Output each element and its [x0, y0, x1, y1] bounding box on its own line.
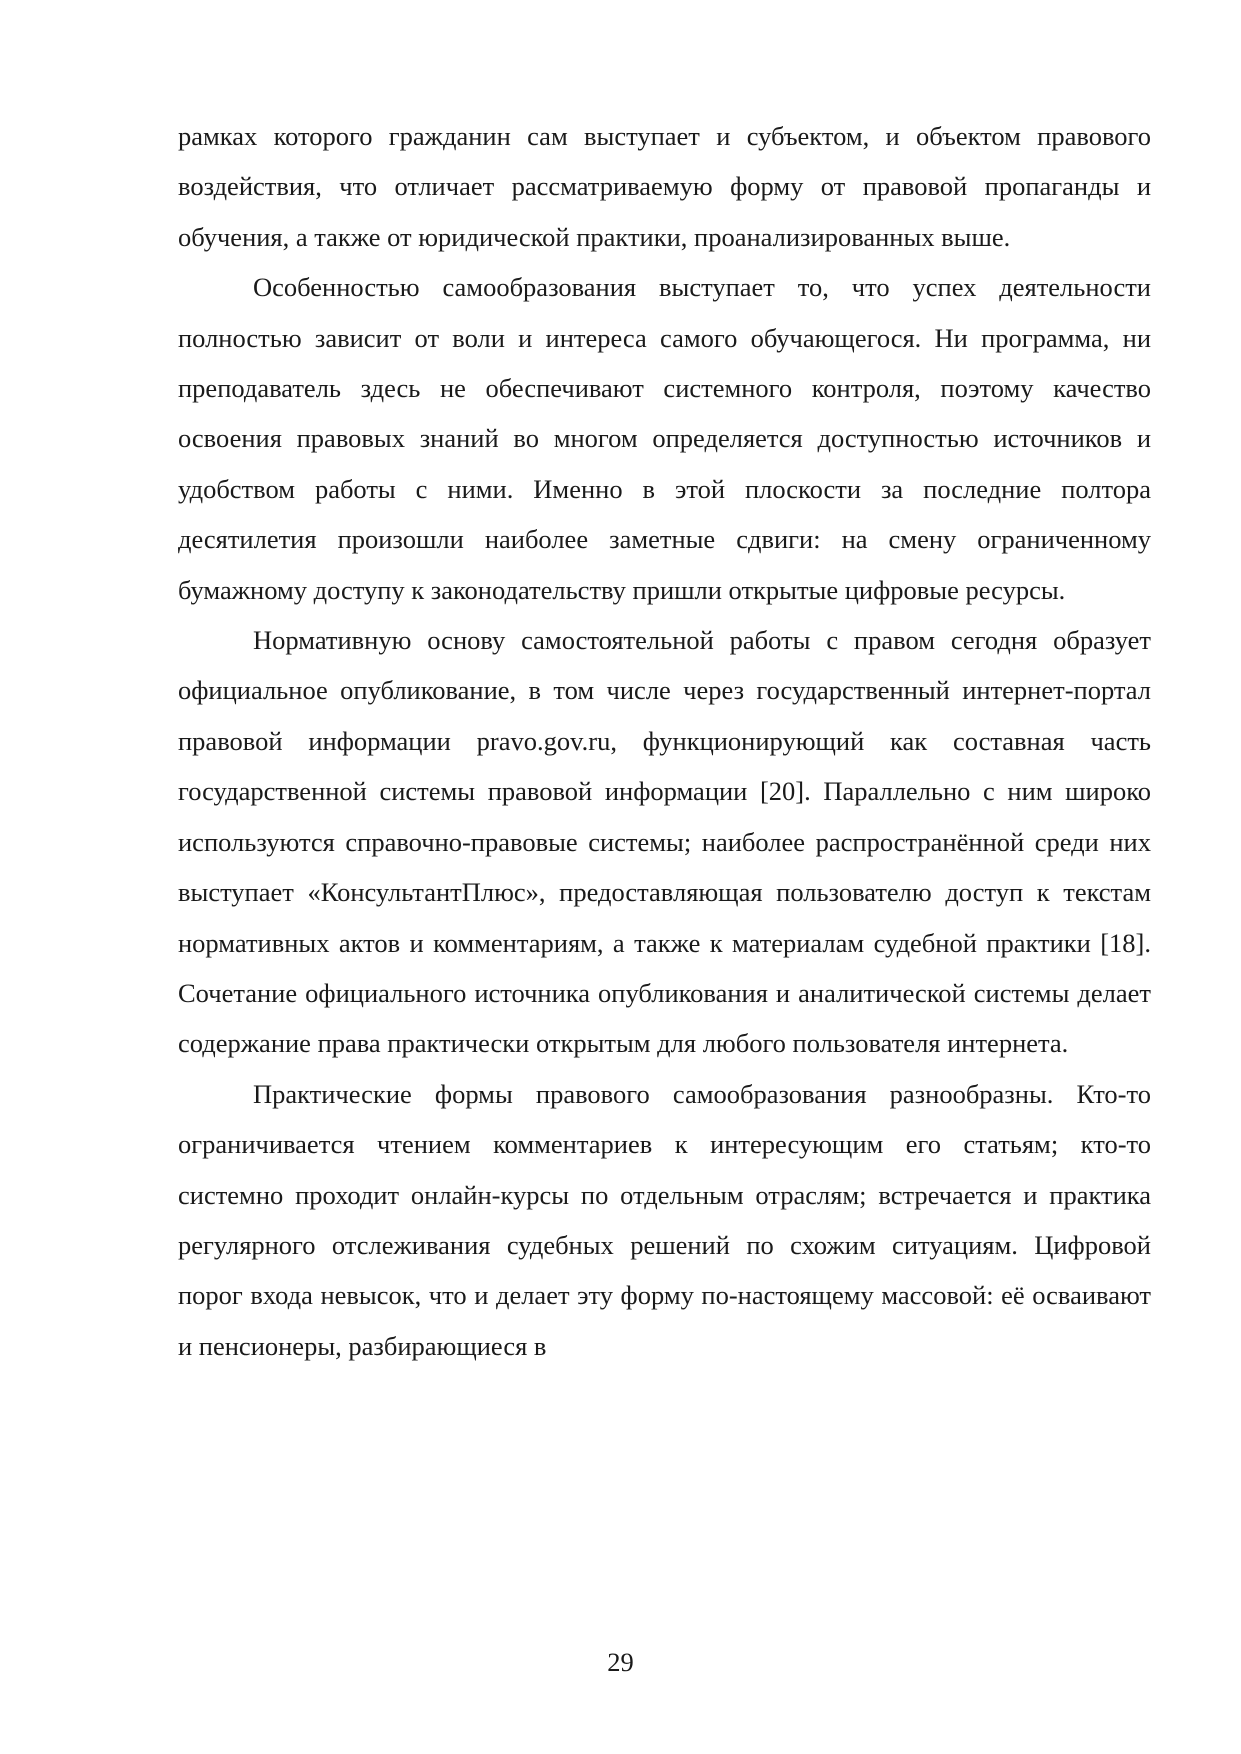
- paragraph: Особенностью самообразования выступает то, что успех деятельности полностью зависит от воли и интереса самого обучающегося. Ни программа, ни преподаватель здесь не обеспечивают системного контроля, поэтому качество освоения правовых знаний во многом определяется доступностью источников и удобством работы с ними. Именно в этой плоскости за последние полтора десятилетия произошли наиболее заметные сдвиги: на смену ограниченному бумажному доступу к законодательству пришли открытые цифровые ресурсы.: [178, 272, 1151, 605]
- paragraph: Нормативную основу самостоятельной работы с правом сегодня образует официальное опубликование, в том числе через государственный интернет-портал правовой информации pravo.gov.ru, функционирующий как составная часть государственной системы правовой информации [20]. Параллельно с ним широко используются справочно-правовые системы; наиболее распространённой среди них выступает «КонсультантПлюс», предоставляющая пользователю доступ к текстам нормативных актов и комментариям, а также к материалам судебной практики [18]. Сочетание официального источника опубликования и аналитической системы делает содержание права практически открытым для любого пользователя интернета.: [178, 625, 1151, 1059]
- paragraph-continued: рамках которого гражданин сам выступает и субъектом, и объектом правового воздействия, что отличает рассматриваемую форму от правовой пропаганды и обучения, а также от юридической практики, проанализированных выше.: [178, 121, 1151, 252]
- paragraph: Практические формы правового самообразования разнообразны. Кто-то ограничивается чтением комментариев к интересующим его статьям; кто-то системно проходит онлайн-курсы по отдельным отраслям; встречается и практика регулярного отслеживания судебных решений по схожим ситуациям. Цифровой порог входа невысок, что и делает эту форму по-настоящему массовой: её осваивают и пенсионеры, разбирающиеся в: [178, 1078, 1151, 1361]
- body-text: [178, 111, 1151, 1371]
- page-number: 29: [607, 1647, 634, 1677]
